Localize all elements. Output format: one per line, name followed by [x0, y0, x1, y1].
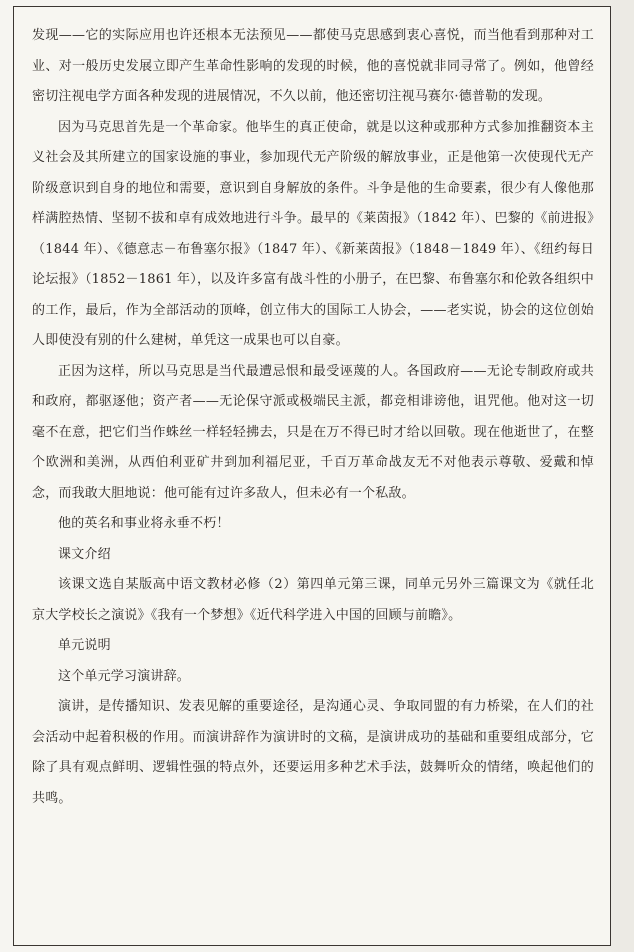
paragraph-revolutionary: 因为马克思首先是一个革命家。他毕生的真正使命，就是以这种或那种方式参加推翻资本主义社会及其所建立的国家设施的事业，参加现代无产阶级的解放事业，正是他第一次使现代无产阶级意识到自身的地位和需要，意识到自身解放的条件。斗争是他的生命要素，很少有人像他那样满腔热情、坚韧不拔和卓有成效地进行斗争。最早的《莱茵报》（1842 年）、巴黎的《前进报》（1844 年）、《德意志－布鲁塞尔报》（1847 年）、《新莱茵报》（1848－1849 年）、《纽约每日论坛报》（1852－1861 年），以及许多富有战斗性的小册子，在巴黎、布鲁塞尔和伦敦各组织中的工作，最后，作为全部活动的顶峰，创立伟大的国际工人协会，——老实说，协会的这位创始人即使没有别的什么建树，单凭这一成果也可以自豪。 [32, 119, 594, 348]
paragraph-lesson-intro: 该课文选自某版高中语文教材必修（2）第四单元第三课，同单元另外三篇课文为《就任北京大学校长之演说》《我有一个梦想》《近代科学进入中国的回顾与前瞻》。 [32, 577, 594, 623]
heading-lesson-intro: 课文介绍 [58, 546, 111, 562]
paragraph-speech: 演讲，是传播知识、发表见解的重要途径，是沟通心灵、争取同盟的有力桥梁，在人们的社会活动中起着积极的作用。而演讲辞作为演讲时的文稿，是演讲成功的基础和重要组成部分，它除了具有观点鲜明、逻辑性强的特点外，还要运用多种艺术手法，鼓舞听众的情绪，唤起他们的共鸣。 [32, 699, 594, 806]
paragraph-hated: 正因为这样，所以马克思是当代最遭忌恨和最受诬蔑的人。各国政府——无论专制政府或共和政府，都驱逐他；资产者——无论保守派或极端民主派，都竞相诽谤他，诅咒他。他对这一切毫不在意，把它们当作蛛丝一样轻轻拂去，只是在万不得已时才给以回敬。现在他逝世了，在整个欧洲和美洲，从西伯利亚矿井到加利福尼亚，千百万革命战友无不对他表示尊敬、爱戴和悼念，而我敢大胆地说：他可能有过许多敌人，但未必有一个私敌。 [32, 363, 594, 501]
text-frame [13, 6, 611, 946]
paragraph-unit-topic: 这个单元学习演讲辞。 [58, 668, 191, 684]
paragraph-immortal: 他的英名和事业将永垂不朽！ [58, 516, 230, 531]
heading-unit-notes: 单元说明 [58, 638, 111, 653]
paragraph-discovery: 发现——它的实际应用也许还根本无法预见——都使马克思感到衷心喜悦，而当他看到那种对工业、对一般历史发展立即产生革命性影响的发现的时候，他的喜悦就非同寻常了。例如，他曾经密切注视电学方面各种发现的进展情况，不久以前，他还密切注视马赛尔·德普勒的发现。 [32, 28, 594, 104]
